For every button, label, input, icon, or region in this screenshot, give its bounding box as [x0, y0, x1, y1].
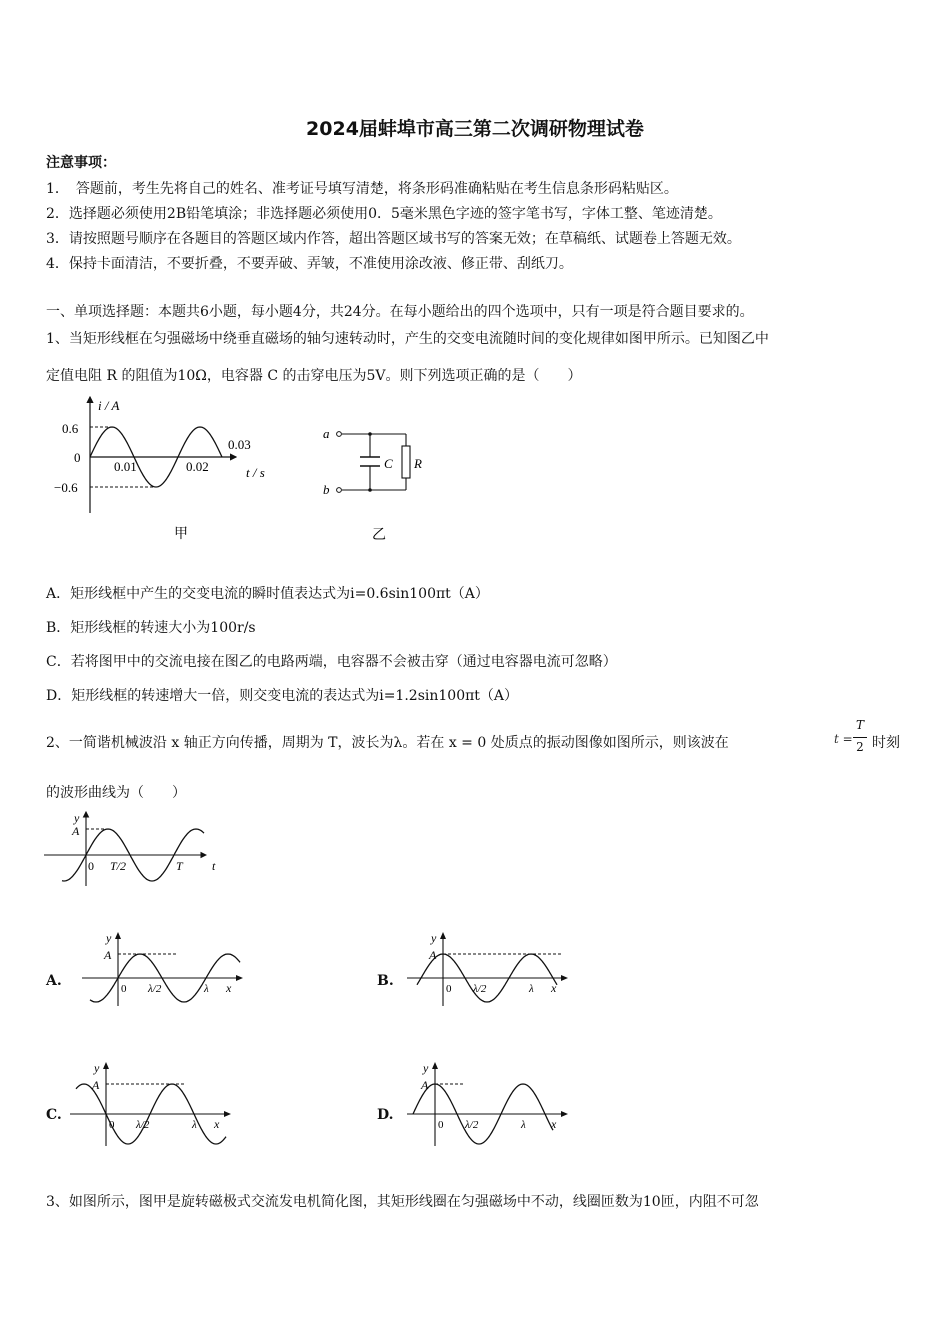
- option-d: D．矩形线框的转速增大一倍，则交变电流的表达式为i=1.2sin100πt（A）: [46, 688, 519, 704]
- amplitude-label: A: [92, 1078, 100, 1092]
- origin-label: 0: [109, 1119, 115, 1131]
- x-axis-arrow: [236, 975, 243, 981]
- origin-label: 0: [121, 983, 127, 995]
- option-b: B．矩形线框的转速大小为100r/s: [46, 620, 256, 636]
- option-d-graph: [405, 1058, 575, 1148]
- tick-label: 0.03: [228, 437, 251, 452]
- tick-label: 0.01: [114, 459, 137, 474]
- figure-caption: 乙: [372, 528, 386, 543]
- tick-label: T: [176, 859, 183, 873]
- notice-heading: 注意事项：: [46, 155, 116, 171]
- y-axis-label: i / A: [98, 398, 120, 413]
- amplitude-label: A: [72, 824, 80, 838]
- resistor-label: R: [414, 456, 422, 471]
- x-axis-label: t / s: [246, 465, 265, 480]
- y-axis-label: y: [431, 931, 437, 945]
- tick-label: −0.6: [54, 480, 78, 495]
- option-c: C．若将图甲中的交流电接在图乙的电路两端，电容器不会被击穿（通过电容器电流可忽略）: [46, 654, 617, 670]
- x-axis-arrow: [561, 975, 568, 981]
- page-title: 2024届蚌埠市高三第二次调研物理试卷: [306, 118, 644, 140]
- x-axis-label: x: [226, 981, 232, 995]
- capacitor-label: C: [384, 456, 393, 471]
- option-a-label: A.: [46, 973, 62, 989]
- terminal-b-label: b: [323, 482, 330, 497]
- tick-label: T/2: [110, 859, 127, 873]
- question-2-stem: 时刻: [872, 735, 900, 751]
- notice-item: 4．保持卡面清洁，不要折叠，不要弄破、弄皱，不准使用涂改液、修正带、刮纸刀。: [46, 256, 573, 272]
- x-axis-arrow: [224, 1111, 231, 1117]
- tick-label: λ: [521, 1119, 526, 1131]
- y-axis-arrow: [103, 1062, 109, 1069]
- tick-label: λ/2: [136, 1119, 150, 1131]
- option-a: A．矩形线框中产生的交变电流的瞬时值表达式为i=0.6sin100πt（A）: [46, 586, 489, 602]
- origin-label: 0: [438, 1119, 444, 1131]
- y-axis-arrow: [432, 1062, 438, 1069]
- y-axis-label: y: [106, 931, 112, 945]
- x-axis-label: x: [551, 981, 557, 995]
- option-b-graph: [405, 928, 575, 1008]
- option-a-graph: [80, 928, 250, 1008]
- y-axis-label: y: [94, 1061, 100, 1075]
- x-axis-label: x: [214, 1117, 220, 1131]
- y-axis-label: y: [423, 1061, 429, 1075]
- x-axis-arrow: [561, 1111, 568, 1117]
- notice-item: 3．请按照题号顺序在各题目的答题区域内作答，超出答题区域书写的答案无效；在草稿纸、试题卷上答题无效。: [46, 231, 741, 247]
- section-heading: 一、单项选择题：本题共6小题，每小题4分，共24分。在每小题给出的四个选项中，只有一项是符合题目要求的。: [46, 304, 754, 320]
- tick-label: λ/2: [473, 983, 487, 995]
- question-1-stem: 1、当矩形线框在匀强磁场中绕垂直磁场的轴匀速转动时，产生的交变电流随时间的变化规律如图甲所示。已知图乙中: [46, 331, 769, 347]
- fraction-numerator: T: [855, 718, 864, 732]
- amplitude-label: A: [104, 948, 112, 962]
- notice-item: 1． 答题前，考生先将自己的姓名、准考证号填写清楚，将条形码准确粘贴在考生信息条形码粘贴区。: [46, 181, 678, 197]
- figure-caption: 甲: [174, 527, 188, 542]
- tick-label: 0.02: [186, 459, 209, 474]
- origin-label: 0: [446, 983, 452, 995]
- x-axis-label: x: [551, 1117, 557, 1131]
- tick-label: λ: [204, 983, 209, 995]
- question-2-stem: 的波形曲线为（ ）: [46, 785, 186, 801]
- figure-yi-circuit: [318, 418, 428, 548]
- tick-label: 0: [74, 450, 81, 465]
- tick-label: λ: [192, 1119, 197, 1131]
- tick-label: λ/2: [148, 983, 162, 995]
- option-c-graph: [68, 1058, 238, 1148]
- y-axis-arrow: [115, 932, 121, 939]
- figure-vibration-graph: [44, 808, 234, 888]
- y-axis-label: y: [74, 811, 80, 825]
- origin-label: 0: [88, 859, 94, 873]
- y-axis-arrow: [440, 932, 446, 939]
- tick-label: λ: [529, 983, 534, 995]
- notice-item: 2．选择题必须使用2B铅笔填涂；非选择题必须使用0．5毫米黑色字迹的签字笔书写，字体工整、笔迹清楚。: [46, 206, 722, 222]
- fraction-denominator: 2: [856, 740, 864, 754]
- terminal-a-label: a: [323, 426, 330, 441]
- tick-label: 0.6: [62, 421, 79, 436]
- option-b-label: B.: [377, 973, 394, 989]
- question-2-stem: 2、一简谐机械波沿 x 轴正方向传播，周期为 T，波长为λ。若在 x = 0 处质点的振动图像如图所示，则该波在: [46, 735, 729, 751]
- x-axis-label: t: [212, 859, 216, 873]
- option-c-label: C.: [46, 1107, 62, 1123]
- tick-label: λ/2: [465, 1119, 479, 1131]
- question-3-stem: 3、如图所示，图甲是旋转磁极式交流发电机简化图，其矩形线圈在匀强磁场中不动，线圈匝数为10匝，内阻不可忽: [46, 1194, 759, 1210]
- option-d-label: D.: [377, 1107, 394, 1123]
- figure-jia-current-graph: [40, 395, 280, 555]
- amplitude-label: A: [421, 1078, 429, 1092]
- amplitude-label: A: [429, 948, 437, 962]
- fraction-bar: [853, 737, 867, 738]
- fraction-lhs: t =: [834, 732, 853, 746]
- question-1-stem: 定值电阻 R 的阻值为10Ω，电容器 C 的击穿电压为5V。则下列选项正确的是（ ）: [46, 368, 582, 384]
